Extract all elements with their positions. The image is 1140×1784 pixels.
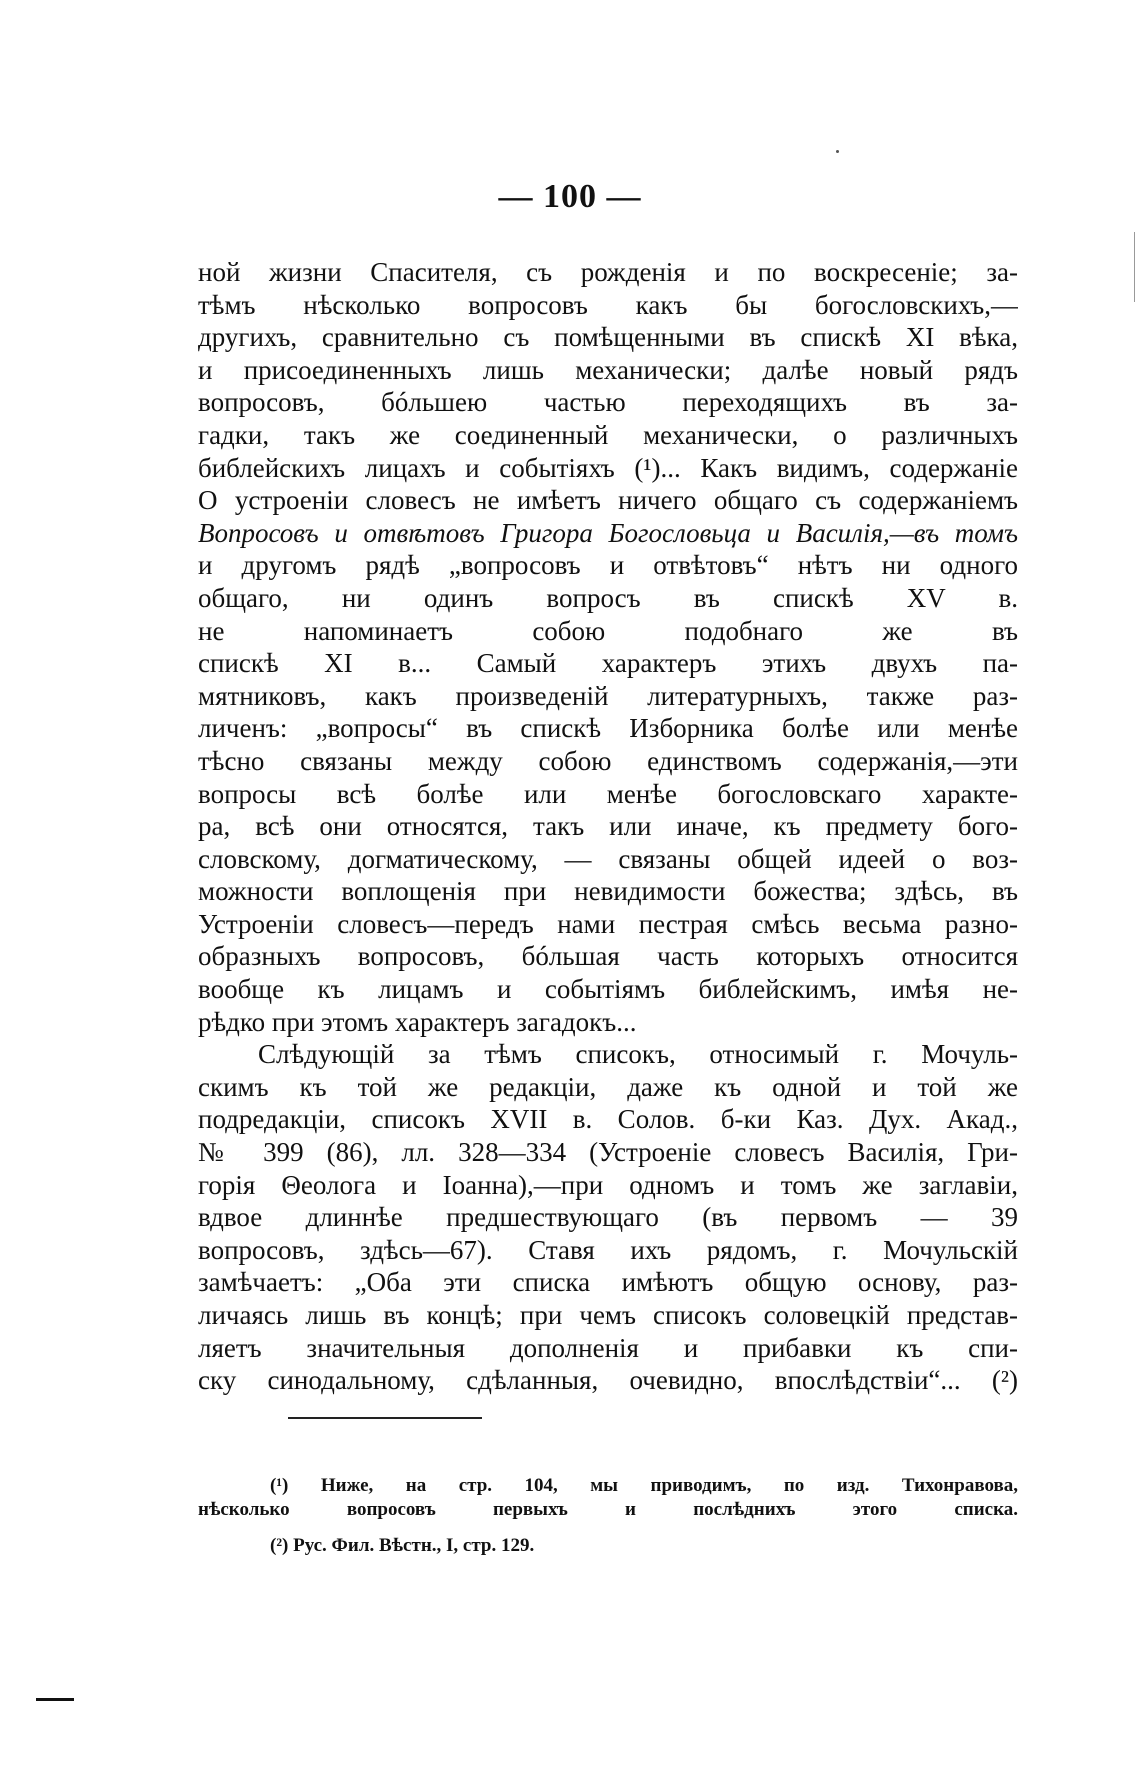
- text-line: ра, всѣ они относятся, такъ или иначе, къ предмету бого-: [198, 811, 1018, 842]
- text-line: личенъ: „вопросы“ въ спискѣ Изборника болѣе или менѣе: [198, 713, 1018, 744]
- body-text: [198, 256, 1018, 1397]
- footnote-line: нѣсколько вопросовъ первыхъ и послѣднихъ этого списка.: [198, 1499, 1018, 1520]
- text-line: вообще къ лицамъ и событіямъ библейскимъ, имѣя не-: [198, 974, 1018, 1005]
- text-line: Устроеніи словесъ—передъ нами пестрая смѣсь весьма разно-: [198, 908, 1018, 939]
- page-number: — 100 —: [498, 178, 642, 215]
- footnotes: [198, 1474, 1018, 1558]
- text-line: замѣчаетъ: „Оба эти списка имѣютъ общую основу, раз-: [198, 1267, 1018, 1298]
- text-line: О устроеніи словесъ не имѣетъ ничего общаго съ содержаніемъ: [198, 485, 1018, 516]
- text-line: вопросовъ, здѣсь—67). Ставя ихъ рядомъ, г. Мочульскій: [198, 1234, 1018, 1265]
- text-line: личаясь лишь въ концѣ; при чемъ списокъ соловецкій представ-: [198, 1300, 1018, 1330]
- text-line: библейскихъ лицахъ и событіяхъ (¹)... Какъ видимъ, содержаніе: [198, 452, 1018, 483]
- text-line: ску синодальному, сдѣланныя, очевидно, впослѣдствіи“... (²): [198, 1365, 1018, 1396]
- text-line: и другомъ рядѣ „вопросовъ и отвѣтовъ“ нѣтъ ни одного: [198, 550, 1018, 581]
- text-line: тѣмъ нѣсколько вопросовъ какъ бы богословскихъ,—: [198, 289, 1018, 320]
- text-line: подредакціи, списокъ XVII в. Солов. б-ки Каз. Дух. Акад.,: [198, 1104, 1018, 1135]
- text-line: общаго, ни одинъ вопросъ въ спискѣ XV в.: [198, 582, 1018, 613]
- text-line: гадки, такъ же соединенный механически, о различныхъ: [198, 419, 1018, 450]
- text-line: горія Θеолога и Іоанна),—при одномъ и томъ же заглавіи,: [198, 1169, 1018, 1200]
- text-line: рѣдко при этомъ характеръ загадокъ...: [198, 1006, 637, 1037]
- margin-dash-mark: [36, 1698, 74, 1701]
- text-line: не напоминаетъ собою подобнаго же въ: [198, 615, 1018, 646]
- text-line: ной жизни Спасителя, съ рожденія и по воскресеніе; за-: [198, 257, 1018, 287]
- text-line: № 399 (86), лл. 328—334 (Устроеніе словесъ Василія, Гри-: [198, 1137, 1018, 1168]
- text-line: тѣсно связаны между собою единствомъ содержанія,—эти: [198, 745, 1018, 776]
- text-line: можности воплощенія при невидимости божества; здѣсь, въ: [198, 876, 1018, 907]
- text-line: вдвое длиннѣе предшествующаго (въ первомъ — 39: [198, 1202, 1018, 1233]
- text-line: и присоединенныхъ лишь механически; далѣе новый рядъ: [198, 354, 1018, 385]
- text-line: другихъ, сравнительно съ помѣщенными въ спискѣ XI вѣка,: [198, 322, 1018, 353]
- text-line: скимъ къ той же редакціи, даже къ одной и той же: [198, 1071, 1018, 1102]
- scan-speck: [836, 150, 839, 153]
- text-line: спискѣ XI в... Самый характеръ этихъ двухъ па-: [198, 648, 1018, 679]
- scan-edge-mark: [1134, 232, 1135, 302]
- text-line: Слѣдующій за тѣмъ списокъ, относимый г. Мочуль-: [258, 1039, 1018, 1070]
- text-line: словскому, догматическому, — связаны общей идеей о воз-: [198, 843, 1018, 874]
- footnote-divider: [288, 1417, 482, 1419]
- text-line: образныхъ вопросовъ, бóльшая часть которыхъ относится: [198, 941, 1018, 972]
- footnote-line: (¹) Ниже, на стр. 104, мы приводимъ, по изд. Тихонравова,: [270, 1475, 1018, 1496]
- text-line: Вопросовъ и отвѣтовъ Григора Богословьца и Василія,—въ томъ: [198, 517, 1018, 548]
- text-line: вопросы всѣ болѣе или менѣе богословскаго характе-: [198, 778, 1018, 809]
- text-line: ляетъ значительныя дополненія и прибавки къ спи-: [198, 1332, 1018, 1363]
- text-line: мятниковъ, какъ произведеній литературныхъ, также раз-: [198, 680, 1018, 711]
- footnote-line: (²) Рус. Фил. Вѣстн., I, стр. 129.: [270, 1535, 535, 1556]
- text-line: вопросовъ, бóльшею частью переходящихъ въ за-: [198, 387, 1018, 418]
